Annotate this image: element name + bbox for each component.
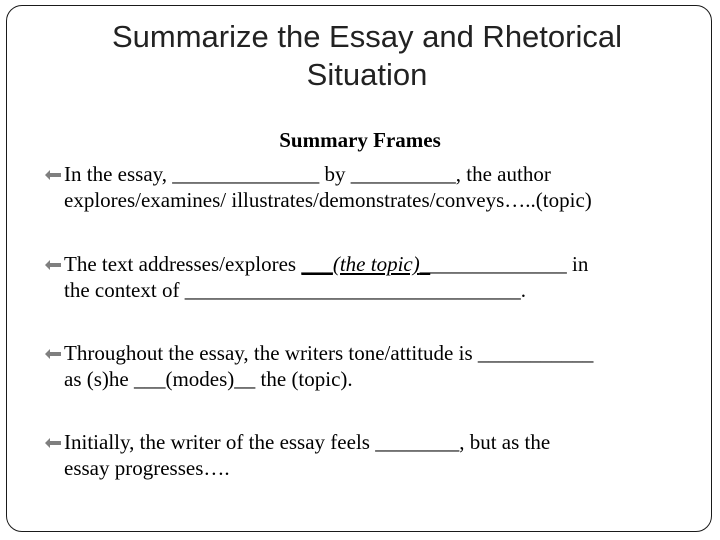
bullet-icon xyxy=(44,437,64,449)
summary-frames-heading: Summary Frames xyxy=(279,128,441,152)
frame-4 xyxy=(44,429,550,481)
frame-2 xyxy=(44,251,588,303)
frame-4-line-1: Initially, the writer of the essay feels ________, but as the xyxy=(64,430,551,454)
bullet-icon xyxy=(44,259,64,271)
frame-2-topic: (the topic) xyxy=(332,252,420,276)
frame-4-line-2: essay progresses…. xyxy=(64,456,230,480)
frame-3-line-1: Throughout the essay, the writers tone/attitude is ___________ xyxy=(64,341,594,365)
slide-title xyxy=(0,18,720,94)
frame-3 xyxy=(44,340,593,392)
frame-2-line-1 xyxy=(44,251,588,277)
title-line-2: Situation xyxy=(306,57,428,92)
frame-1-line-2: explores/examines/ illustrates/demonstrates/conveys…..(topic) xyxy=(64,188,592,212)
frame-1-line-1: In the essay, ______________ by __________, the author xyxy=(64,162,551,186)
title-line-1: Summarize the Essay and Rhetorical xyxy=(111,19,622,54)
frame-2-blank-lead: ___ xyxy=(301,252,333,276)
bullet-icon xyxy=(44,348,64,360)
frame-2-line-2: the context of ________________________________. xyxy=(64,278,526,302)
frame-3-line-2: as (s)he ___(modes)__ the (topic). xyxy=(64,367,353,391)
bullet-icon xyxy=(44,169,64,181)
frame-2-blank-mid: _ xyxy=(419,252,431,276)
frame-2-text: The text addresses/explores xyxy=(64,252,302,276)
frame-2-blank-tail: _____________ in xyxy=(430,252,589,276)
frame-1 xyxy=(44,161,592,213)
